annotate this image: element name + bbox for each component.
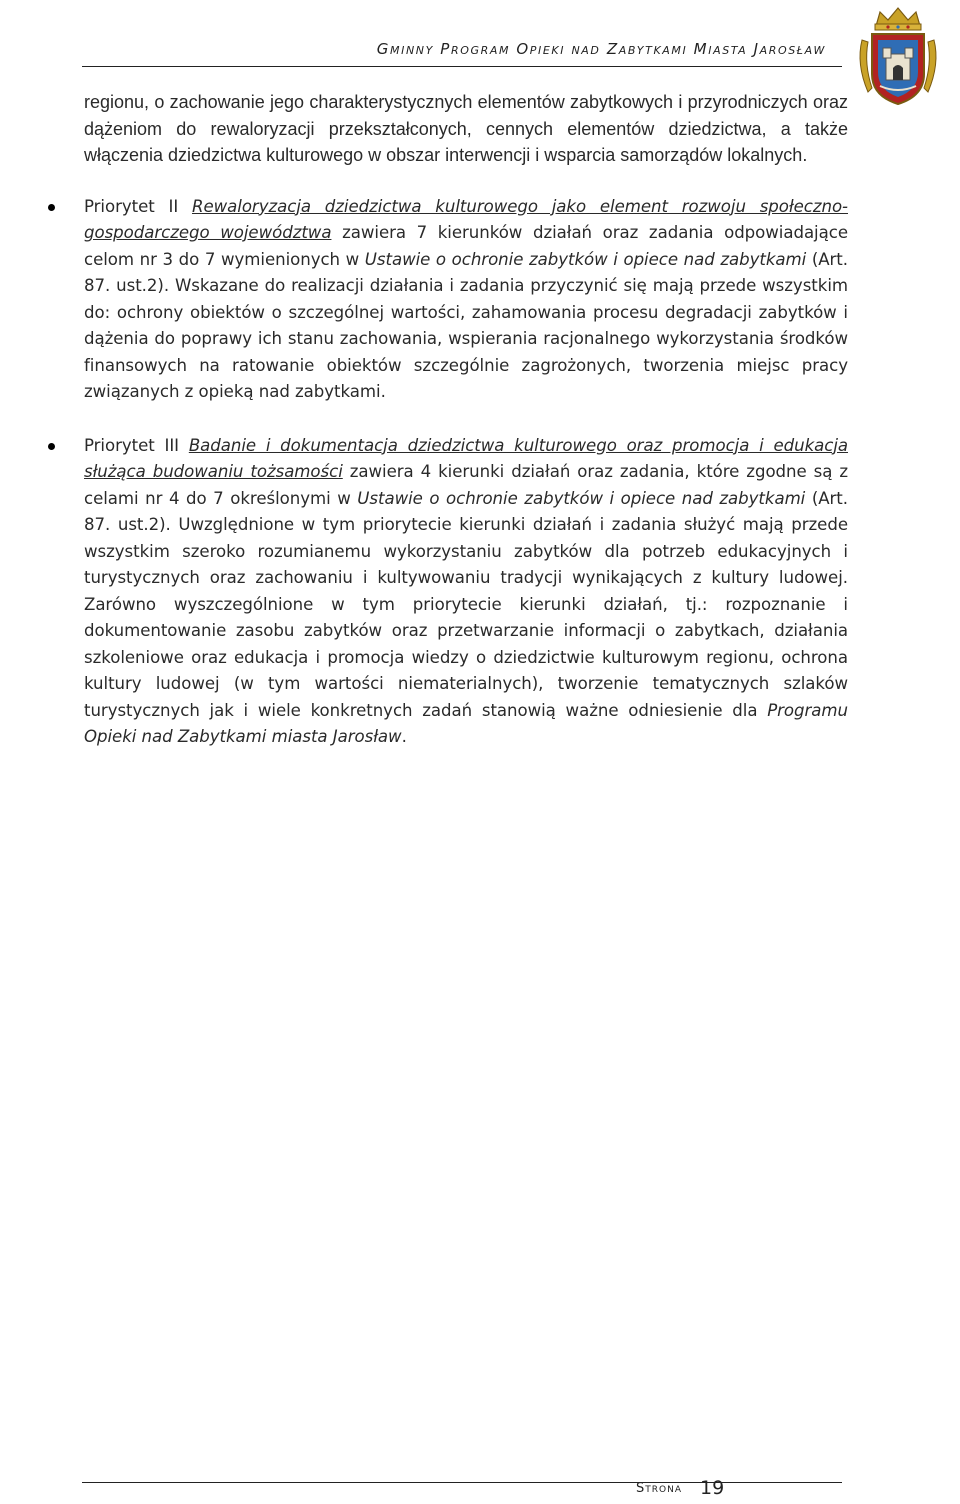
priority-iii-end: . [401, 727, 407, 746]
bullet-icon [48, 443, 55, 450]
priority-ii-text [84, 194, 848, 406]
page-number: 19 [699, 1477, 725, 1499]
header-rule [82, 66, 842, 67]
main-content [84, 89, 848, 751]
running-title: Gminny Program Opieki nad Zabytkami Miasta Jarosław [376, 40, 826, 58]
crown-icon [875, 8, 921, 30]
priority-iii-law: Ustawie o ochronie zabytków i opiece nad zabytkami [357, 488, 806, 508]
footer-rule [82, 1482, 842, 1483]
priority-iii-text-b: (Art. 87. ust.2). Uwzględnione w tym priorytecie kierunki działań i zadania służyć mają przede wszystkim szeroko rozumianemu wykorzystaniu zabytków dla potrzeb edukacyjnych i turystycznych oraz zachowaniu i kultywowaniu tradycji wynikających z kultury ludowej. Zarówno wyszczególnione w tym priorytecie kierunki działań, tj.: rozpoznanie i dokumentowanie zasobu zabytków oraz przetwarzanie informacji o zabytkach, działania szkoleniowe oraz edukacja i promocja wiedzy o dziedzictwie kulturowym regionu, ochrona kultury ludowej (w tym wartości niematerialnych), tworzenie tematycznych szlaków turystycznych jak i wiele konkretnych zadań stanowią ważne odniesienie dla [84, 488, 848, 720]
page-footer [636, 1477, 725, 1503]
priority-iii-program: Programu Opieki nad Zabytkami miasta Jarosław [84, 700, 848, 746]
page-label: Strona [636, 1481, 682, 1496]
priority-iii-text [84, 433, 848, 751]
priority-iii-text-a: zawiera 4 kierunki działań oraz zadania, które zgodne są z celami nr 4 do 7 określonymi w [84, 462, 848, 508]
coat-of-arms-icon [850, 4, 946, 108]
list-item-priority-ii [84, 194, 848, 406]
priority-iii-prefix: Priorytet III [84, 435, 189, 455]
intro-paragraph: regionu, o zachowanie jego charakterystycznych elementów zabytkowych i przyrodniczych oraz dążeniom do rewaloryzacji przekształconych, cennych elementów dziedzictwa, a także włączenia dziedzictwa kulturowego w obszar interwencji i wsparcia samorządów lokalnych. [84, 92, 848, 165]
priority-iii-title: Badanie i dokumentacja dziedzictwa kulturowego oraz promocja i edukacja służąca budowaniu tożsamości [84, 435, 848, 481]
priority-ii-prefix: Priorytet II [84, 196, 192, 216]
bullet-icon [48, 204, 55, 211]
priority-ii-title: Rewaloryzacja dziedzictwa kulturowego jako element rozwoju społeczno-gospodarczego województwa [84, 196, 848, 242]
priority-ii-text-b: (Art. 87. ust.2). Wskazane do realizacji działania i zadania przyczynić się mają przede wszystkim do: ochrony obiektów o szczególnej wartości, zahamowania procesu degradacji zabytków i dążenia do poprawy ich stanu zachowania, wspierania racjonalnego wykorzystania środków finansowych na ratowanie obiektów szczególnie zagrożonych, tworzenia miejsc pracy związanych z opieką nad zabytkami. [84, 249, 848, 401]
list-item-priority-iii [84, 433, 848, 751]
priority-ii-law: Ustawie o ochronie zabytków i opiece nad zabytkami [364, 249, 807, 269]
priority-ii-text-a: zawiera 7 kierunków działań oraz zadania odpowiadające celom nr 3 do 7 wymienionych w [84, 223, 848, 269]
